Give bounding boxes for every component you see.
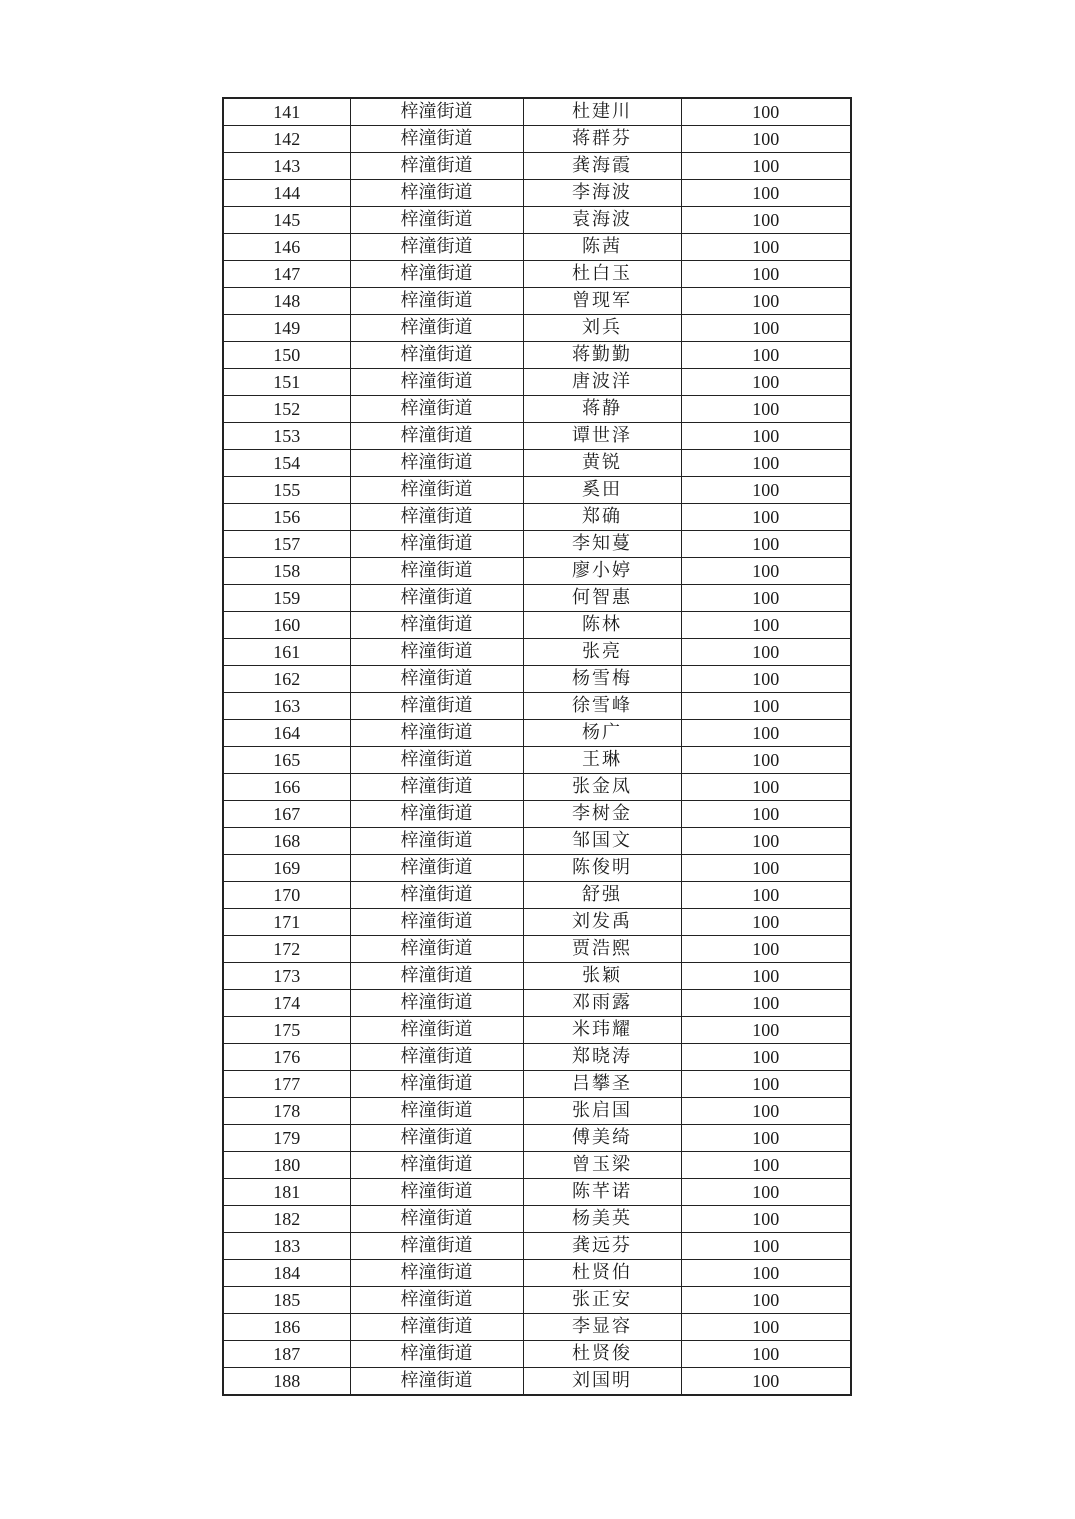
serial-number-cell: 180: [223, 1152, 350, 1179]
person-name-cell: 廖小婷: [523, 558, 681, 585]
serial-number-cell: 158: [223, 558, 350, 585]
score-cell: 100: [681, 1260, 851, 1287]
serial-number-cell: 145: [223, 207, 350, 234]
street-cell: 梓潼街道: [350, 1233, 523, 1260]
person-name-cell: 袁海波: [523, 207, 681, 234]
person-name-cell: 杨雪梅: [523, 666, 681, 693]
person-name-cell: 舒强: [523, 882, 681, 909]
score-cell: 100: [681, 1017, 851, 1044]
street-cell: 梓潼街道: [350, 450, 523, 477]
serial-number-cell: 164: [223, 720, 350, 747]
table-row: [223, 558, 851, 585]
street-cell: 梓潼街道: [350, 342, 523, 369]
serial-number-cell: 147: [223, 261, 350, 288]
table-row: [223, 801, 851, 828]
street-cell: 梓潼街道: [350, 801, 523, 828]
serial-number-cell: 186: [223, 1314, 350, 1341]
table-row: [223, 909, 851, 936]
street-cell: 梓潼街道: [350, 504, 523, 531]
serial-number-cell: 154: [223, 450, 350, 477]
street-cell: 梓潼街道: [350, 477, 523, 504]
table-row: [223, 342, 851, 369]
serial-number-cell: 152: [223, 396, 350, 423]
person-name-cell: 李显容: [523, 1314, 681, 1341]
person-name-cell: 谭世泽: [523, 423, 681, 450]
street-cell: 梓潼街道: [350, 396, 523, 423]
score-cell: 100: [681, 774, 851, 801]
score-cell: 100: [681, 558, 851, 585]
table-row: [223, 882, 851, 909]
street-cell: 梓潼街道: [350, 315, 523, 342]
table-row: [223, 585, 851, 612]
roster-table-body: [223, 98, 851, 1395]
score-cell: 100: [681, 639, 851, 666]
serial-number-cell: 160: [223, 612, 350, 639]
street-cell: 梓潼街道: [350, 1260, 523, 1287]
score-cell: 100: [681, 612, 851, 639]
score-cell: 100: [681, 1341, 851, 1368]
person-name-cell: 郑确: [523, 504, 681, 531]
street-cell: 梓潼街道: [350, 585, 523, 612]
person-name-cell: 王琳: [523, 747, 681, 774]
person-name-cell: 贾浩熙: [523, 936, 681, 963]
table-row: [223, 98, 851, 126]
table-row: [223, 1017, 851, 1044]
serial-number-cell: 151: [223, 369, 350, 396]
table-row: [223, 261, 851, 288]
person-name-cell: 李树金: [523, 801, 681, 828]
street-cell: 梓潼街道: [350, 1071, 523, 1098]
serial-number-cell: 176: [223, 1044, 350, 1071]
serial-number-cell: 187: [223, 1341, 350, 1368]
serial-number-cell: 171: [223, 909, 350, 936]
table-row: [223, 1341, 851, 1368]
street-cell: 梓潼街道: [350, 720, 523, 747]
table-row: [223, 234, 851, 261]
serial-number-cell: 172: [223, 936, 350, 963]
person-name-cell: 张亮: [523, 639, 681, 666]
street-cell: 梓潼街道: [350, 1287, 523, 1314]
street-cell: 梓潼街道: [350, 261, 523, 288]
person-name-cell: 陈林: [523, 612, 681, 639]
person-name-cell: 龚海霞: [523, 153, 681, 180]
score-cell: 100: [681, 585, 851, 612]
person-name-cell: 邓雨露: [523, 990, 681, 1017]
score-cell: 100: [681, 396, 851, 423]
street-cell: 梓潼街道: [350, 963, 523, 990]
table-row: [223, 639, 851, 666]
person-name-cell: 傅美绮: [523, 1125, 681, 1152]
score-cell: 100: [681, 315, 851, 342]
serial-number-cell: 162: [223, 666, 350, 693]
table-row: [223, 450, 851, 477]
table-row: [223, 153, 851, 180]
table-row: [223, 1233, 851, 1260]
street-cell: 梓潼街道: [350, 693, 523, 720]
table-row: [223, 288, 851, 315]
serial-number-cell: 146: [223, 234, 350, 261]
person-name-cell: 张正安: [523, 1287, 681, 1314]
street-cell: 梓潼街道: [350, 180, 523, 207]
serial-number-cell: 143: [223, 153, 350, 180]
street-cell: 梓潼街道: [350, 1152, 523, 1179]
table-row: [223, 666, 851, 693]
serial-number-cell: 168: [223, 828, 350, 855]
street-cell: 梓潼街道: [350, 639, 523, 666]
score-cell: 100: [681, 423, 851, 450]
score-cell: 100: [681, 1287, 851, 1314]
score-cell: 100: [681, 450, 851, 477]
score-cell: 100: [681, 126, 851, 153]
table-row: [223, 1071, 851, 1098]
street-cell: 梓潼街道: [350, 882, 523, 909]
score-cell: 100: [681, 1071, 851, 1098]
score-cell: 100: [681, 1233, 851, 1260]
person-name-cell: 张金凤: [523, 774, 681, 801]
score-cell: 100: [681, 1125, 851, 1152]
score-cell: 100: [681, 936, 851, 963]
serial-number-cell: 167: [223, 801, 350, 828]
table-row: [223, 612, 851, 639]
score-cell: 100: [681, 234, 851, 261]
table-row: [223, 936, 851, 963]
person-name-cell: 张颖: [523, 963, 681, 990]
street-cell: 梓潼街道: [350, 855, 523, 882]
table-row: [223, 1206, 851, 1233]
score-cell: 100: [681, 1152, 851, 1179]
table-row: [223, 1125, 851, 1152]
table-row: [223, 531, 851, 558]
serial-number-cell: 155: [223, 477, 350, 504]
serial-number-cell: 148: [223, 288, 350, 315]
score-cell: 100: [681, 666, 851, 693]
person-name-cell: 李海波: [523, 180, 681, 207]
score-cell: 100: [681, 207, 851, 234]
table-row: [223, 1287, 851, 1314]
serial-number-cell: 174: [223, 990, 350, 1017]
serial-number-cell: 141: [223, 98, 350, 126]
person-name-cell: 刘兵: [523, 315, 681, 342]
score-cell: 100: [681, 909, 851, 936]
person-name-cell: 陈俊明: [523, 855, 681, 882]
table-row: [223, 315, 851, 342]
serial-number-cell: 182: [223, 1206, 350, 1233]
person-name-cell: 龚远芬: [523, 1233, 681, 1260]
person-name-cell: 杜贤伯: [523, 1260, 681, 1287]
score-cell: 100: [681, 98, 851, 126]
street-cell: 梓潼街道: [350, 126, 523, 153]
person-name-cell: 米玮耀: [523, 1017, 681, 1044]
person-name-cell: 蒋静: [523, 396, 681, 423]
street-cell: 梓潼街道: [350, 909, 523, 936]
person-name-cell: 黄锐: [523, 450, 681, 477]
person-name-cell: 吕攀圣: [523, 1071, 681, 1098]
score-cell: 100: [681, 1098, 851, 1125]
person-name-cell: 郑晓涛: [523, 1044, 681, 1071]
score-cell: 100: [681, 801, 851, 828]
street-cell: 梓潼街道: [350, 1179, 523, 1206]
street-cell: 梓潼街道: [350, 1098, 523, 1125]
serial-number-cell: 169: [223, 855, 350, 882]
table-row: [223, 855, 851, 882]
person-name-cell: 曾玉梁: [523, 1152, 681, 1179]
person-name-cell: 李知蔓: [523, 531, 681, 558]
serial-number-cell: 157: [223, 531, 350, 558]
table-row: [223, 1044, 851, 1071]
street-cell: 梓潼街道: [350, 288, 523, 315]
score-cell: 100: [681, 855, 851, 882]
table-row: [223, 1314, 851, 1341]
person-name-cell: 徐雪峰: [523, 693, 681, 720]
serial-number-cell: 184: [223, 1260, 350, 1287]
street-cell: 梓潼街道: [350, 990, 523, 1017]
table-row: [223, 207, 851, 234]
serial-number-cell: 188: [223, 1368, 350, 1396]
street-cell: 梓潼街道: [350, 558, 523, 585]
person-name-cell: 刘发禹: [523, 909, 681, 936]
roster-table: [222, 97, 852, 1396]
street-cell: 梓潼街道: [350, 612, 523, 639]
score-cell: 100: [681, 1179, 851, 1206]
person-name-cell: 刘国明: [523, 1368, 681, 1396]
serial-number-cell: 181: [223, 1179, 350, 1206]
score-cell: 100: [681, 828, 851, 855]
table-row: [223, 747, 851, 774]
serial-number-cell: 183: [223, 1233, 350, 1260]
score-cell: 100: [681, 531, 851, 558]
table-row: [223, 180, 851, 207]
person-name-cell: 杨美英: [523, 1206, 681, 1233]
table-row: [223, 1152, 851, 1179]
serial-number-cell: 153: [223, 423, 350, 450]
person-name-cell: 杜建川: [523, 98, 681, 126]
score-cell: 100: [681, 288, 851, 315]
table-row: [223, 828, 851, 855]
table-row: [223, 477, 851, 504]
table-row: [223, 963, 851, 990]
table-row: [223, 504, 851, 531]
person-name-cell: 陈芊诺: [523, 1179, 681, 1206]
street-cell: 梓潼街道: [350, 1314, 523, 1341]
street-cell: 梓潼街道: [350, 774, 523, 801]
serial-number-cell: 161: [223, 639, 350, 666]
street-cell: 梓潼街道: [350, 747, 523, 774]
street-cell: 梓潼街道: [350, 666, 523, 693]
table-row: [223, 1179, 851, 1206]
score-cell: 100: [681, 1044, 851, 1071]
table-row: [223, 990, 851, 1017]
score-cell: 100: [681, 882, 851, 909]
street-cell: 梓潼街道: [350, 1206, 523, 1233]
score-cell: 100: [681, 990, 851, 1017]
score-cell: 100: [681, 1314, 851, 1341]
street-cell: 梓潼街道: [350, 423, 523, 450]
person-name-cell: 奚田: [523, 477, 681, 504]
serial-number-cell: 159: [223, 585, 350, 612]
person-name-cell: 杜贤俊: [523, 1341, 681, 1368]
person-name-cell: 杜白玉: [523, 261, 681, 288]
person-name-cell: 何智惠: [523, 585, 681, 612]
table-row: [223, 720, 851, 747]
score-cell: 100: [681, 180, 851, 207]
serial-number-cell: 179: [223, 1125, 350, 1152]
score-cell: 100: [681, 963, 851, 990]
table-row: [223, 1098, 851, 1125]
serial-number-cell: 177: [223, 1071, 350, 1098]
score-cell: 100: [681, 1206, 851, 1233]
person-name-cell: 杨广: [523, 720, 681, 747]
table-row: [223, 1368, 851, 1396]
street-cell: 梓潼街道: [350, 1125, 523, 1152]
serial-number-cell: 150: [223, 342, 350, 369]
table-row: [223, 423, 851, 450]
serial-number-cell: 144: [223, 180, 350, 207]
person-name-cell: 陈茜: [523, 234, 681, 261]
street-cell: 梓潼街道: [350, 369, 523, 396]
score-cell: 100: [681, 153, 851, 180]
street-cell: 梓潼街道: [350, 1341, 523, 1368]
table-row: [223, 774, 851, 801]
serial-number-cell: 170: [223, 882, 350, 909]
serial-number-cell: 178: [223, 1098, 350, 1125]
table-row: [223, 1260, 851, 1287]
street-cell: 梓潼街道: [350, 1044, 523, 1071]
person-name-cell: 张启国: [523, 1098, 681, 1125]
table-row: [223, 396, 851, 423]
table-row: [223, 126, 851, 153]
serial-number-cell: 163: [223, 693, 350, 720]
person-name-cell: 曾现军: [523, 288, 681, 315]
serial-number-cell: 149: [223, 315, 350, 342]
score-cell: 100: [681, 261, 851, 288]
serial-number-cell: 156: [223, 504, 350, 531]
street-cell: 梓潼街道: [350, 207, 523, 234]
score-cell: 100: [681, 369, 851, 396]
score-cell: 100: [681, 693, 851, 720]
score-cell: 100: [681, 342, 851, 369]
serial-number-cell: 166: [223, 774, 350, 801]
person-name-cell: 邹国文: [523, 828, 681, 855]
street-cell: 梓潼街道: [350, 936, 523, 963]
score-cell: 100: [681, 720, 851, 747]
person-name-cell: 蒋群芬: [523, 126, 681, 153]
score-cell: 100: [681, 504, 851, 531]
serial-number-cell: 165: [223, 747, 350, 774]
score-cell: 100: [681, 747, 851, 774]
serial-number-cell: 142: [223, 126, 350, 153]
street-cell: 梓潼街道: [350, 1368, 523, 1396]
serial-number-cell: 173: [223, 963, 350, 990]
person-name-cell: 唐波洋: [523, 369, 681, 396]
street-cell: 梓潼街道: [350, 153, 523, 180]
table-row: [223, 693, 851, 720]
street-cell: 梓潼街道: [350, 98, 523, 126]
street-cell: 梓潼街道: [350, 828, 523, 855]
street-cell: 梓潼街道: [350, 531, 523, 558]
score-cell: 100: [681, 1368, 851, 1396]
street-cell: 梓潼街道: [350, 1017, 523, 1044]
score-cell: 100: [681, 477, 851, 504]
person-name-cell: 蒋勤勤: [523, 342, 681, 369]
serial-number-cell: 185: [223, 1287, 350, 1314]
serial-number-cell: 175: [223, 1017, 350, 1044]
table-row: [223, 369, 851, 396]
street-cell: 梓潼街道: [350, 234, 523, 261]
